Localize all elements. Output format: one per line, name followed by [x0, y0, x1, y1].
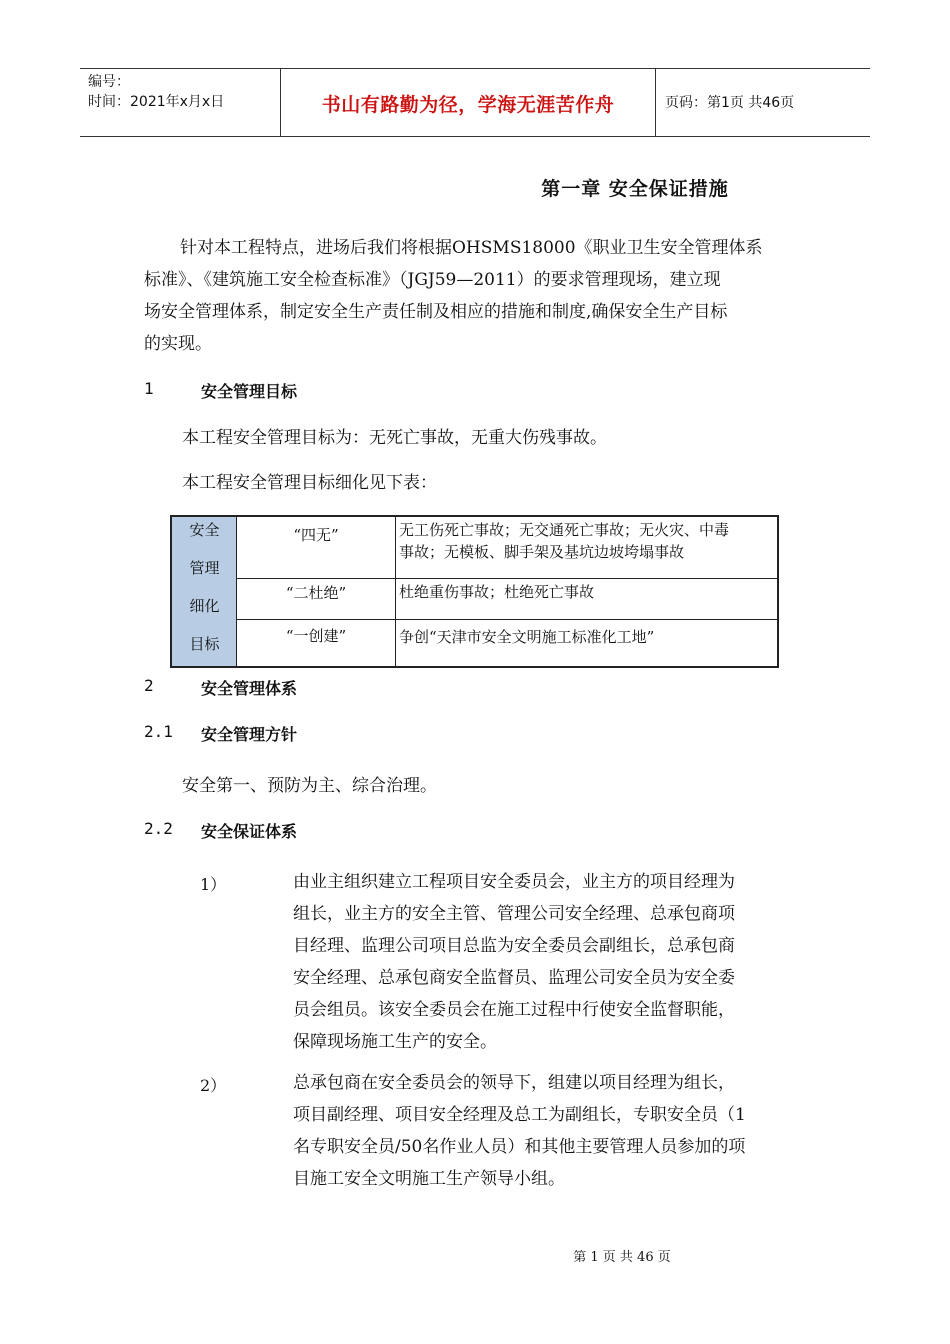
side-label: 管理 [189, 559, 220, 577]
intro-line: 场安全管理体系，制定安全生产责任制及相应的措施和制度,确保安全生产目标 [144, 302, 728, 322]
section-title: 安全管理目标 [201, 382, 298, 401]
row-key: “二杜绝” [237, 579, 396, 619]
list-item-text [293, 866, 813, 1058]
row-value [397, 517, 773, 563]
list-item-line: 名专职安全员/50名作业人员）和其他主要管理人员参加的项 [293, 1137, 746, 1157]
list-item-line: 员会组员。该安全委员会在施工过程中行使安全监督职能， [293, 1000, 735, 1020]
list-item-line: 组长，业主方的安全主管、管理公司安全经理、总承包商项 [293, 904, 735, 924]
section-2-heading [144, 676, 298, 698]
row-value-line: 杜绝重伤事故；杜绝死亡事故 [399, 583, 595, 601]
table-row [237, 517, 777, 579]
table-side-header [172, 517, 237, 666]
section-title: 安全管理方针 [201, 725, 298, 744]
section-2-1-text: 安全第一、预防为主、综合治理。 [182, 776, 437, 796]
table-row [237, 620, 777, 666]
row-key: “一创建” [237, 620, 396, 666]
row-value-line: 无工伤死亡事故；无交通死亡事故；无火灾、中毒 [399, 521, 730, 539]
header-motto: 书山有路勤为径，学海无涯苦作舟 [321, 94, 615, 116]
list-item-line: 总承包商在安全委员会的领导下，组建以项目经理为组长， [293, 1073, 735, 1093]
section-title: 安全管理体系 [201, 679, 298, 698]
side-label: 目标 [189, 635, 220, 653]
section-2-1-heading [144, 722, 298, 744]
intro-line: 标准》、《建筑施工安全检查标准》（JGJ59—2011）的要求管理现场，建立现 [144, 270, 721, 290]
list-item-number: 1） [200, 875, 227, 894]
table-row [237, 579, 777, 620]
list-item-line: 保障现场施工生产的安全。 [293, 1032, 497, 1052]
intro-line: 针对本工程特点，进场后我们将根据OHSMS18000《职业卫生安全管理体系 [180, 238, 763, 258]
section-number: 2 [144, 676, 154, 695]
section-number: 2.2 [144, 819, 173, 838]
document-date: 时间：2021年x月x日 [88, 94, 225, 110]
page-footer: 第 1 页 共 46 页 [573, 1250, 671, 1265]
list-item-line: 安全经理、总承包商安全监督员、监理公司安全员为安全委 [293, 968, 735, 988]
row-value [397, 579, 773, 603]
list-item-line: 目经理、监理公司项目总监为安全委员会副组长，总承包商 [293, 936, 735, 956]
list-item-number: 2） [200, 1076, 227, 1095]
list-item-text [293, 1067, 813, 1195]
section-1-heading [144, 379, 298, 401]
row-key: “四无” [237, 517, 396, 578]
section-number: 1 [144, 379, 154, 398]
section-number: 2.1 [144, 722, 173, 741]
list-item-line: 目施工安全文明施工生产领导小组。 [293, 1169, 565, 1189]
section-1-text-2: 本工程安全管理目标细化见下表： [182, 473, 437, 493]
header-divider-2 [655, 69, 656, 136]
document-number-label: 编号： [88, 74, 130, 90]
safety-goals-table [170, 515, 779, 668]
intro-line: 的实现。 [144, 334, 212, 354]
list-item-line: 由业主组织建立工程项目安全委员会，业主方的项目经理为 [293, 872, 735, 892]
header-divider-1 [280, 69, 281, 136]
section-2-2-heading [144, 819, 298, 841]
side-label: 细化 [189, 597, 220, 615]
side-label: 安全 [189, 521, 220, 539]
list-item-line: 项目副经理、项目安全经理及总工为副组长，专职安全员（1 [293, 1105, 746, 1125]
header-top-border [80, 68, 870, 69]
intro-paragraph [144, 232, 812, 360]
section-1-text-1: 本工程安全管理目标为：无死亡事故，无重大伤残事故。 [182, 428, 607, 448]
chapter-title: 第一章 安全保证措施 [541, 178, 729, 200]
header-meta [88, 72, 224, 112]
section-title: 安全保证体系 [201, 822, 298, 841]
row-value [397, 620, 773, 648]
row-value-line: 事故；无模板、脚手架及基坑边坡垮塌事故 [399, 543, 685, 561]
row-value-line: 争创“天津市安全文明施工标准化工地” [399, 628, 655, 646]
header-bottom-border [80, 136, 870, 137]
header-page-info: 页码：第1页 共46页 [665, 95, 795, 111]
